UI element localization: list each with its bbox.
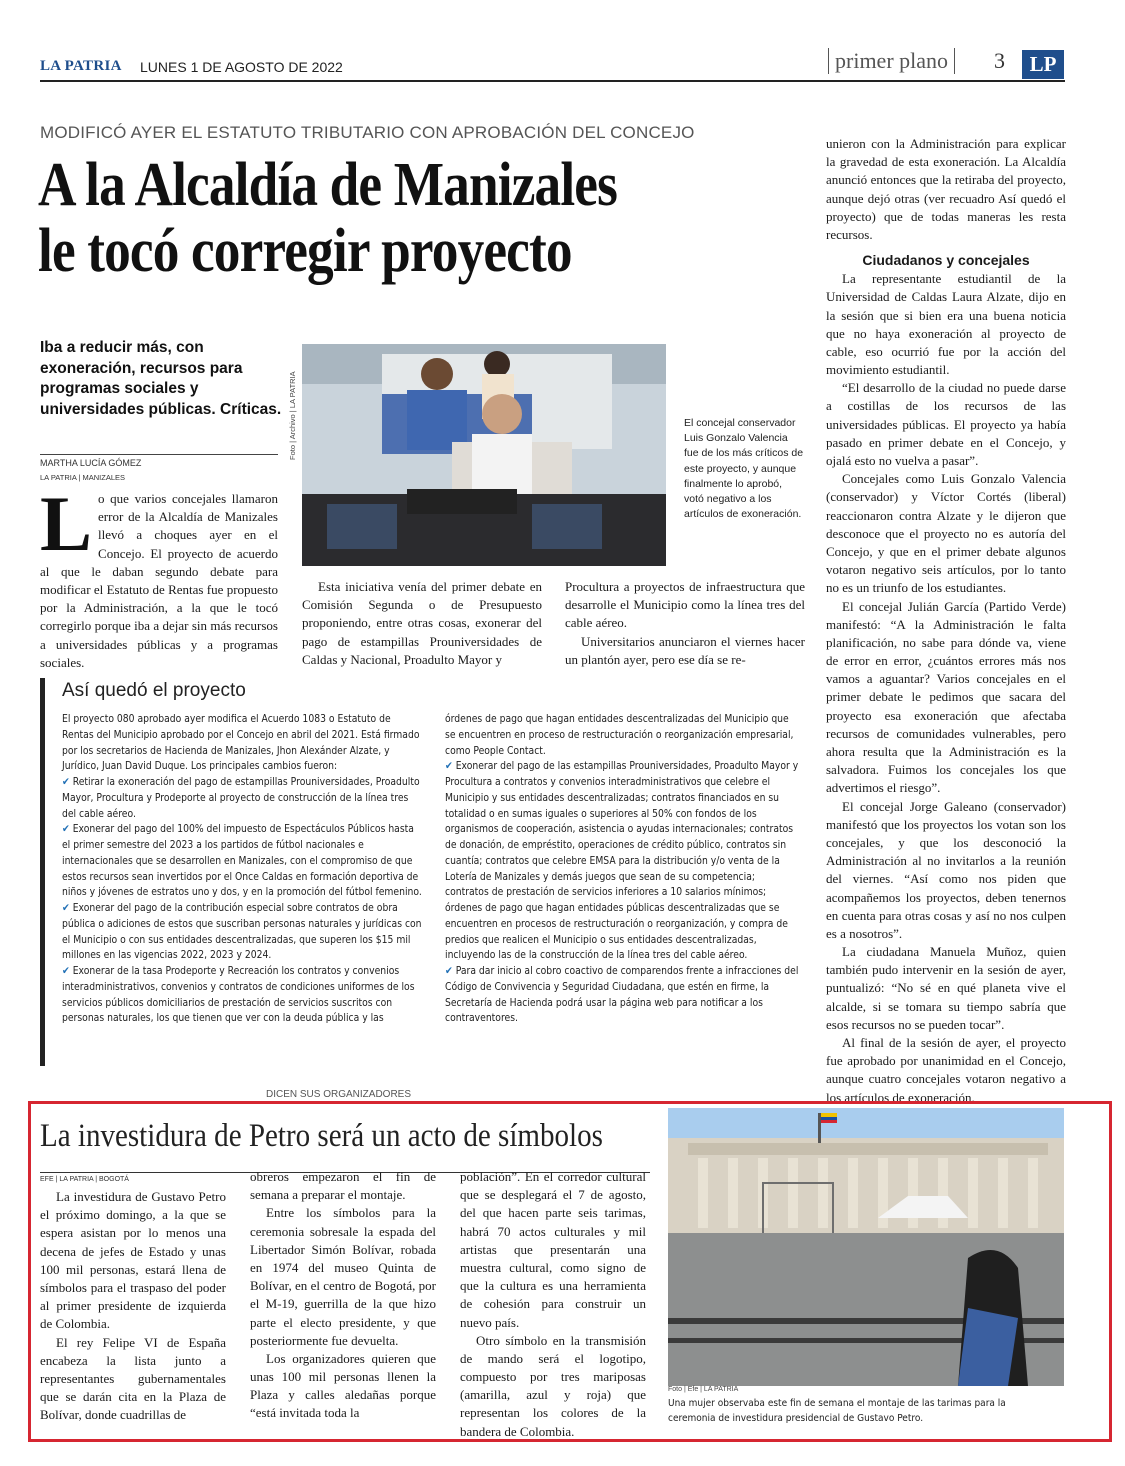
section-name: primer plano (828, 48, 955, 74)
dropcap: L (40, 480, 93, 567)
photo-credit: Foto | Efe | LA PATRIA (668, 1386, 739, 1393)
paragraph: El concejal Julián García (Partido Verde) manifestó: “A la Administración le falta planificación, no sabe para dónde va, viene de error en error, ¿cuántos errores más nos vamos a aguantar? Varios concejales en el primer debate le pedimos que sacara del proyecto esa exoneración que afectaba recursos de comunidades vulnerables, pero ahora resulta que la Administración es la salvadora. Fuimos los concejales los que advertimos el riesgo”. (826, 598, 1066, 796)
photo-caption: El concejal conservador Luis Gonzalo Valencia fue de los más críticos de este proyecto, y aunque finalmente lo aprobó, votó negativo a los artículos de exoneración. (684, 417, 804, 521)
bottom-column-3 (460, 1168, 646, 1441)
sidebar-item: ✔ Exonerar del pago de la contribución especial sobre contratos de obra pública o adiciones de estos que suscriban personas naturales y jurídicas con el Municipio o con sus entidades descentralizadas, que superen los $15 mil millones en las vigencias 2022, 2023 y 2024. (62, 902, 422, 962)
page-number: 3 (994, 48, 1005, 73)
headline-line-1: A la Alcaldía de Manizales (38, 151, 617, 219)
paragraph: La investidura de Gustavo Petro el próximo domingo, a la que se espera asistan por lo menos una decena de jefes de Estado y unas 100 mil personas, estará llena de símbolos para el traspaso del poder al primer presidente de izquierda de Colombia. (40, 1189, 226, 1332)
sidebar-title: Así quedó el proyecto (62, 680, 246, 701)
bottom-byline: EFE | LA PATRIA | BOGOTÁ (40, 1176, 129, 1183)
paragraph: Entre los símbolos para la ceremonia sobresale la espada del Libertador Simón Bolívar, robada en 1974 del museo Quinta de Bolívar, en el centro de Bogotá, por el M-19, guerrilla de la que hizo parte el electo presidente, y que posteriormente fue devuelta. (250, 1205, 436, 1348)
masthead: LA PATRIA (40, 58, 122, 74)
paragraph: La representante estudiantil de la Universidad de Caldas Laura Alzate, dijo en la sesión que si bien era una buena noticia que no haya exoneración al proyecto de cable, eso ocurrió fue por la acción del movimiento estudiantil. (826, 271, 1066, 378)
sidebar-item: ✔ Exonerar de la tasa Prodeporte y Recreación los contratos y convenios interadministrativos, convenios y contratos de condiciones uniformes de los servicios públicos domiciliarios de prestación de servicios suscritos con personas naturales, los que tienen que ver con la deuda pública y las (62, 965, 415, 1025)
sidebar-item: ✔ Exonerar del pago de las estampillas Prouniversidades, Proadulto Mayor y Procultura a contratos y convenios interadministrativos que celebre el Municipio y sus entidades descentralizadas; contratos financiados en su totalidad o en sumas iguales o superiores al 50% con fondos de los organismos de cooperación, asistencia o ayudas internacionales; contratos de donación, de empréstito, operaciones de crédito público, contratos sin cuantía; contratos que celebre EMSA para la distribución y/o venta de la Lotería de Manizales y demás juegos que sean de su competencia; contratos de prestación de servicios inferiores a 10 salarios mínimos; órdenes de pago que hagan entidades públicas descentralizadas que se encuentren en procesos de restructuración o reorganización, y compra de predios que realicen el Municipio o sus entidades descentralizadas, incluyendo las de la construcción de la línea tres del cable aéreo. (445, 760, 799, 962)
paragraph: Otro símbolo en la transmisión de mando será el logotipo, compuesto por tres mariposas (amarilla, azul y roja) que representan los colores de la bandera de Colombia. (460, 1332, 646, 1439)
council-session-photo (302, 344, 666, 566)
paragraph: La ciudadana Manuela Muñoz, quien también pudo intervenir en la sesión de ayer, puntualizó: “No sé en qué planeta vive el alcalde, si se tomara su tiempo sabría que esos recursos no se pueden tocar”. (826, 944, 1066, 1032)
lp-logo: LP (1022, 50, 1064, 79)
paragraph: Los organizadores quieren que unas 100 mil personas llenen la Plaza y calles aledañas porque “está invitada toda la (250, 1350, 436, 1421)
outlet: LA PATRIA | MANIZALES (40, 473, 126, 482)
paragraph: El rey Felipe VI de España encabeza la lista junto a representantes gubernamentales que se darán cita en la Plaza de Bolívar, donde cuadrillas de (40, 1334, 226, 1423)
main-kicker: MODIFICÓ AYER EL ESTATUTO TRIBUTARIO CON APROBACIÓN DEL CONCEJO (40, 123, 695, 142)
sidebar-item: ✔ Para dar inicio al cobro coactivo de comparendos frente a infracciones del Código de Convivencia y Seguridad Ciudadana, que estén en firme, la Secretaría de Hacienda podrá usar la página web para notificar a los contraventores. (445, 965, 799, 1025)
plaza-bolivar-photo (668, 1108, 1064, 1386)
paragraph: Universitarios anunciaron el viernes hacer un plantón ayer, pero ese día se re- (565, 633, 805, 667)
check-icon: ✔ (445, 760, 453, 773)
sidebar-column-1 (62, 712, 423, 1027)
check-icon: ✔ (445, 965, 453, 977)
paragraph: Al final de la sesión de ayer, el proyecto fue aprobado por unanimidad en el Concejo, aunque cuatro concejales votaron negativo a los artículos de exoneración. (826, 1035, 1066, 1105)
photo-illustration (302, 344, 666, 566)
paragraph: unieron con la Administración para explicar la gravedad de esta exoneración. La Alcaldía anunció entonces que la retiraba del proyecto, aunque dejó otras (ver recuadro Así quedó el proyecto) que de todas maneras les resta recursos. (826, 136, 1066, 242)
photo-credit: Foto | Archivo | LA PATRIA (288, 371, 297, 460)
paragraph: población”. En el corredor cultural que se desplegará el 7 de agosto, del que hacen parte seis tarimas, habrá 70 actos culturales y mil artistas que presentarán una muestra cultural, como signo de que la cultura es una herramienta de cohesión para construir un nuevo país. (460, 1169, 646, 1330)
paragraph: Concejales como Luis Gonzalo Valencia (conservador) y Víctor Cortés (liberal) reaccionaron contra Alzate y le dijeron que desconoce que el proyecto no es autoría del Concejo, y que en el primer debate algunos votaron negativo seis artículos, por lo tanto no es un triunfo de los estudiantes. (826, 471, 1066, 596)
paragraph: El concejal Jorge Galeano (conservador) manifestó que los proyectos los votan son los concejales, y que los desconoció la Administración al no invitarlos a la reunión del viernes. “Así como nos piden que acompañemos los proyectos, deben tenernos en cuenta para otras cosas y así no nos culpen es a nosotros”. (826, 798, 1066, 941)
subhead: Ciudadanos y concejales (862, 252, 1030, 269)
article-column-1 (40, 480, 278, 672)
photo-caption: Una mujer observaba este fin de semana el montaje de las tarimas para la ceremonia de investidura presidencial de Gustavo Petro. (668, 1398, 1006, 1424)
photo-illustration (668, 1108, 1064, 1386)
bottom-column-1 (40, 1188, 226, 1424)
paragraph: obreros empezaron el fin de semana a preparar el montaje. (250, 1169, 436, 1203)
paragraph: “El desarrollo de la ciudad no puede darse a costillas de los recursos de las universidades públicas. El proyecto ya había pasado en primer debate en el Concejo, y ojalá esto no vuelva a pasar”. (826, 380, 1066, 468)
article-column-2 (302, 578, 542, 669)
check-icon: ✔ (62, 965, 70, 977)
sidebar-item: ✔ Exonerar del pago del 100% del impuesto de Espectáculos Públicos hasta el primer semestre del 2023 a los partidos de fútbol nacionales e internacionales que se desarrollen en Manizales, con el compromiso de que estos recursos sean invertidos por el Once Caldas en formación deportiva de niños y jóvenes de estratos uno y dos, y en la promoción del fútbol femenino. (62, 823, 422, 899)
sidebar-intro: El proyecto 080 aprobado ayer modifica el Acuerdo 1083 o Estatuto de Rentas del Municipio aprobado por el Concejo en abril del 2021. Está firmado por los secretarios de Hacienda de Manizales, Jhon Alexánder Alzate, y Jurídico, Juan David Duque. Los principales cambios fueron: (62, 713, 420, 773)
bottom-headline: La investidura de Petro será un acto de símbolos (40, 1118, 603, 1154)
sidebar-bar (40, 678, 45, 1066)
check-icon: ✔ (62, 823, 70, 836)
sidebar-continuation: órdenes de pago que hagan entidades descentralizadas del Municipio que se encuentren en proceso de restructuración o reorganización empresarial, como People Contact. (445, 713, 794, 757)
headline-line-2: le tocó corregir proyecto (38, 217, 572, 286)
check-icon: ✔ (62, 776, 70, 788)
author: MARTHA LUCÍA GÓMEZ (40, 454, 278, 468)
issue-date: LUNES 1 DE AGOSTO DE 2022 (140, 59, 343, 75)
header-rule (40, 80, 1065, 82)
article-column-3 (565, 578, 805, 669)
sidebar-column-2 (445, 712, 801, 1027)
article-column-4 (826, 135, 1066, 1107)
paragraph: Procultura a proyectos de infraestructura que desarrolle el Municipio como la línea tres del cable aéreo. (565, 579, 805, 631)
bottom-column-2 (250, 1168, 436, 1423)
main-headline (38, 152, 700, 285)
paragraph: o que varios concejales llamaron error de la Alcaldía de Manizales llevó a choques ayer en el Concejo. El proyecto de acuerdo al que le daban segundo debate para modificar el Estatuto de Rentas fue propuesto por la Administración, a la que le tocó corregirlo porque iba a dejar sin más recursos a universidades públicas y a programas sociales. (40, 491, 278, 670)
sidebar-item: ✔ Retirar la exoneración del pago de estampillas Prouniversidades, Proadulto Mayor, Procultura y Prodeporte al proyecto de construcción de la línea tres del cable aéreo. (62, 776, 420, 820)
main-deck: Iba a reducir más, con exoneración, recursos para programas sociales y universidades públicas. Críticas. (40, 339, 282, 418)
paragraph: Esta iniciativa venía del primer debate en Comisión Segunda o de Presupuesto proponiendo, entre otras cosas, exonerar del pago de estampillas Prouniversidades de Caldas y Nacional, Proadulto Mayor y (302, 579, 542, 667)
check-icon: ✔ (62, 902, 70, 914)
bottom-kicker: DICEN SUS ORGANIZADORES (263, 1089, 414, 1100)
